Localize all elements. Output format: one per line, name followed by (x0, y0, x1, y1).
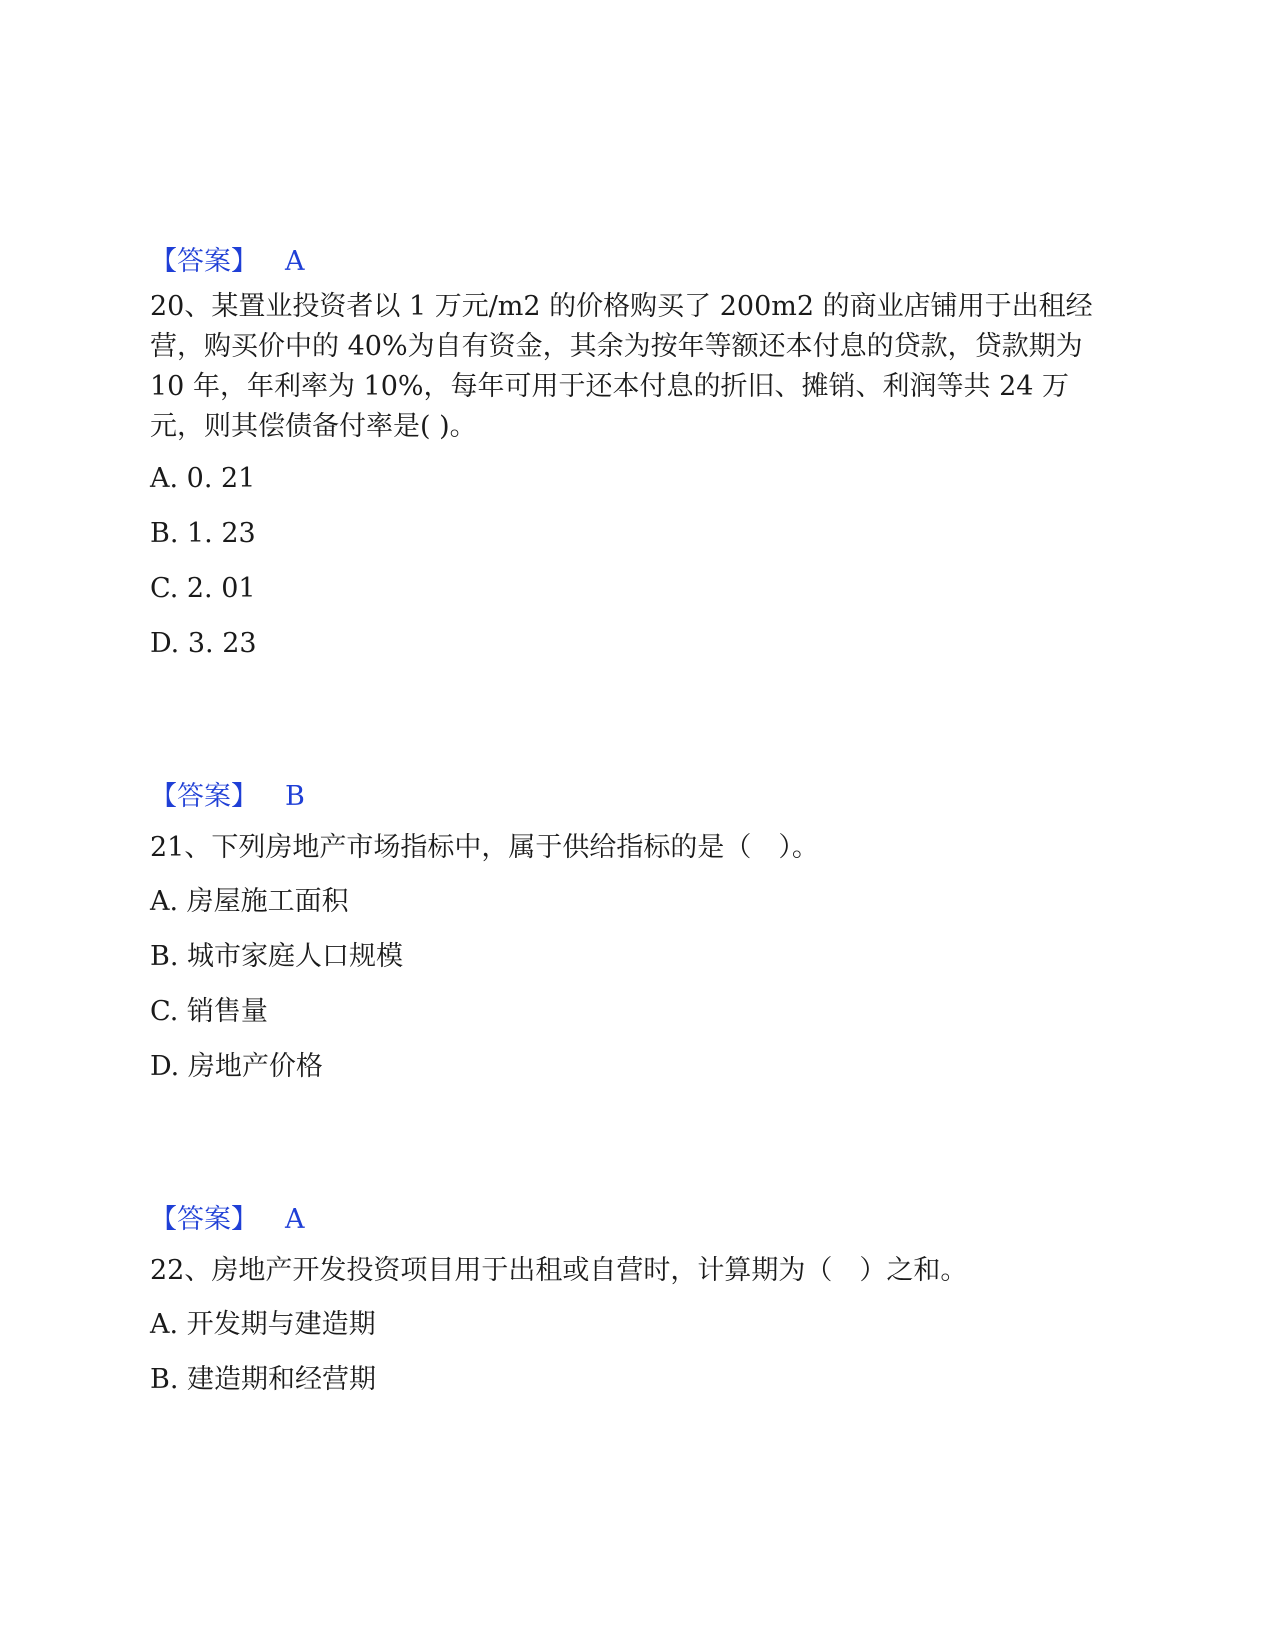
answer-value: B (285, 781, 305, 812)
option-b: B. 建造期和经营期 (150, 1364, 377, 1395)
option-d: D. 房地产价格 (150, 1051, 323, 1082)
question-text: 20、某置业投资者以 1 万元/m2 的价格购买了 200m2 的商业店铺用于出租经营，购买价中的 40%为自有资金，其余为按年等额还本付息的贷款，贷款期为 10 年，年利率为 10%，每年可用于还本付息的折旧、摊销、利润等共 24 万元，则其偿债备付率是( )。 (150, 291, 1093, 442)
answer-tag: 【答案】 (150, 246, 258, 277)
answer-tag: 【答案】 (150, 781, 258, 812)
question-text: 22、房地产开发投资项目用于出租或自营时，计算期为（ ）之和。 (150, 1255, 968, 1286)
answer-tag: 【答案】 (150, 1204, 258, 1235)
option-d: D. 3. 23 (150, 628, 257, 659)
answer-line (150, 245, 305, 279)
answer-value: A (285, 1204, 305, 1235)
option-a: A. 开发期与建造期 (150, 1309, 376, 1340)
option-c: C. 销售量 (150, 996, 268, 1027)
answer-line (150, 780, 305, 814)
answer-line (150, 1203, 305, 1237)
option-c: C. 2. 01 (150, 573, 256, 604)
option-b: B. 1. 23 (150, 518, 256, 549)
question-text: 21、下列房地产市场指标中，属于供给指标的是（ ）。 (150, 832, 819, 863)
option-a: A. 房屋施工面积 (150, 886, 349, 917)
answer-value: A (285, 246, 305, 277)
option-b: B. 城市家庭人口规模 (150, 941, 404, 972)
option-a: A. 0. 21 (150, 463, 256, 494)
